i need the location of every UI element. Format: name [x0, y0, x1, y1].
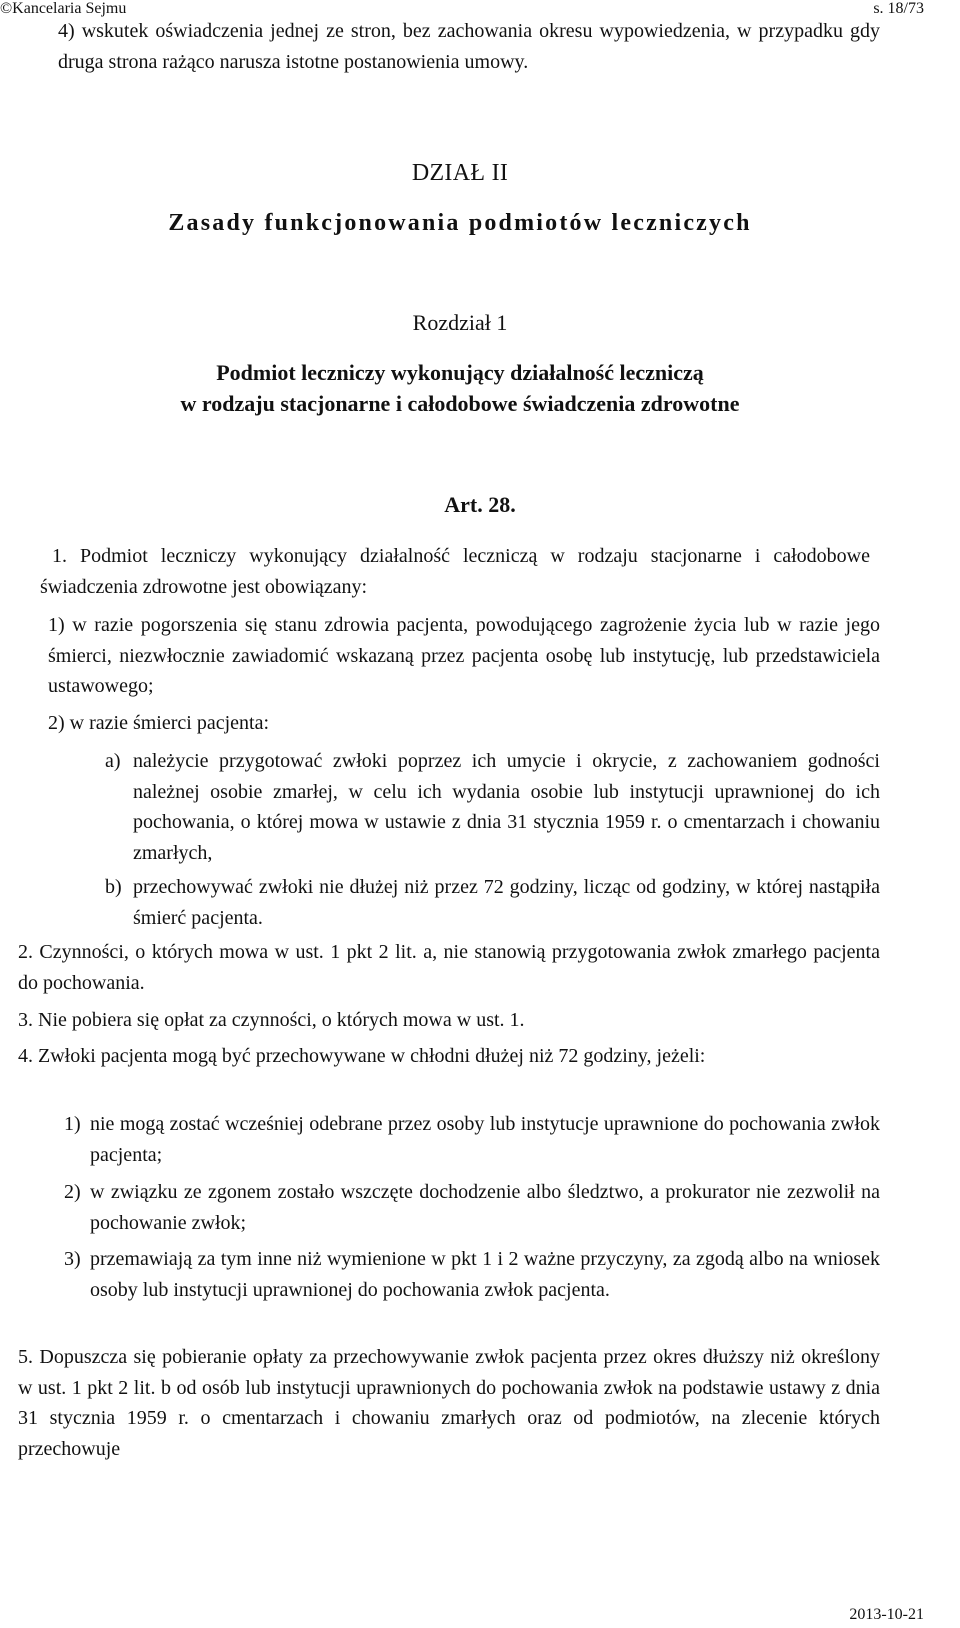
ust-1-pkt-2-lit-b: przechowywać zwłoki nie dłużej niż przez 72 godziny, licząc od godziny, w której nastąpiła śmierć pacjenta. — [133, 876, 880, 929]
dzial-title: Zasady funkcjonowania podmiotów leczniczych — [168, 210, 752, 236]
ust-1-pkt-2: 2) w razie śmierci pacjenta: — [48, 712, 269, 734]
header-publisher: ©Kancelaria Sejmu — [0, 0, 127, 17]
article-label: Art. 28. — [444, 492, 516, 517]
article-ust-2: 2. Czynności, o których mowa w ust. 1 pkt 2 lit. a, nie stanowią przygotowania zwłok zmarłego pacjenta do pochowania. — [18, 941, 880, 994]
article-ust-4: 4. Zwłoki pacjenta mogą być przechowywane w chłodni dłużej niż 72 godziny, jeżeli: — [18, 1045, 706, 1067]
article-ust-3: 3. Nie pobiera się opłat za czynności, o których mowa w ust. 1. — [18, 1009, 525, 1031]
ust-4-pkt-1: nie mogą zostać wcześniej odebrane przez osoby lub instytucje uprawnione do pochowania zwłok pacjenta; — [90, 1113, 880, 1166]
rozdzial-number: Rozdział 1 — [412, 310, 508, 335]
header-page-number: s. 18/73 — [873, 0, 924, 17]
ust-1-pkt-2-lit-a-label: a) — [105, 750, 121, 772]
ust-4-pkt-3: przemawiają za tym inne niż wymienione w pkt 1 i 2 ważne przyczyny, za zgodą albo na wniosek osoby lub instytucji uprawnionej do pochowania zwłok pacjenta. — [90, 1248, 880, 1301]
rozdzial-title — [40, 358, 880, 419]
intro-item-4: 4) wskutek oświadczenia jednej ze stron, bez zachowania okresu wypowiedzenia, w przypadku gdy druga strona rażąco narusza istotne postanowienia umowy. — [58, 20, 880, 73]
ust-4-pkt-1-label: 1) — [64, 1113, 81, 1135]
ust-1-pkt-2-lit-a: należycie przygotować zwłoki poprzez ich umycie i okrycie, z zachowaniem godności należnej osobie zmarłej, w celu ich wydania osobie lub instytucji uprawnionej do ich pochowania, o której mowa w ustawie z dnia 31 stycznia 1959 r. o cmentarzach i chowaniu zmarłych, — [133, 750, 880, 864]
rozdzial-title-line-2: w rodzaju stacjonarne i całodobowe świadczenia zdrowotne — [180, 390, 740, 416]
article-ust-5: 5. Dopuszcza się pobieranie opłaty za przechowywanie zwłok pacjenta przez okres dłuższy niż określony w ust. 1 pkt 2 lit. b od osób lub instytucji uprawnionych do pochowania zwłok na podstawie ustawy z dnia 31 stycznia 1959 r. o cmentarzach i chowaniu zmarłych oraz od podmiotów, na zlecenie których przechowuje — [18, 1346, 880, 1460]
ust-4-pkt-2-label: 2) — [64, 1181, 81, 1203]
ust-1-pkt-2-lit-b-label: b) — [105, 876, 122, 898]
footer-date: 2013-10-21 — [849, 1606, 924, 1623]
article-ust-1: 1. Podmiot leczniczy wykonujący działalność leczniczą w rodzaju stacjonarne i całodobowe świadczenia zdrowotne jest obowiązany: — [40, 545, 870, 598]
ust-4-pkt-3-label: 3) — [64, 1248, 81, 1270]
dzial-number: DZIAŁ II — [411, 160, 509, 186]
rozdzial-title-line-1: Podmiot leczniczy wykonujący działalność leczniczą — [216, 360, 704, 385]
ust-4-pkt-2: w związku ze zgonem zostało wszczęte dochodzenie albo śledztwo, a prokurator nie zezwolił na pochowanie zwłok; — [90, 1181, 880, 1234]
ust-1-pkt-1: 1) w razie pogorszenia się stanu zdrowia pacjenta, powodującego zagrożenie życia lub w razie jego śmierci, niezwłocznie zawiadomić wskazaną przez pacjenta osobę lub instytucję, lub przedstawiciela ustawowego; — [48, 614, 880, 697]
